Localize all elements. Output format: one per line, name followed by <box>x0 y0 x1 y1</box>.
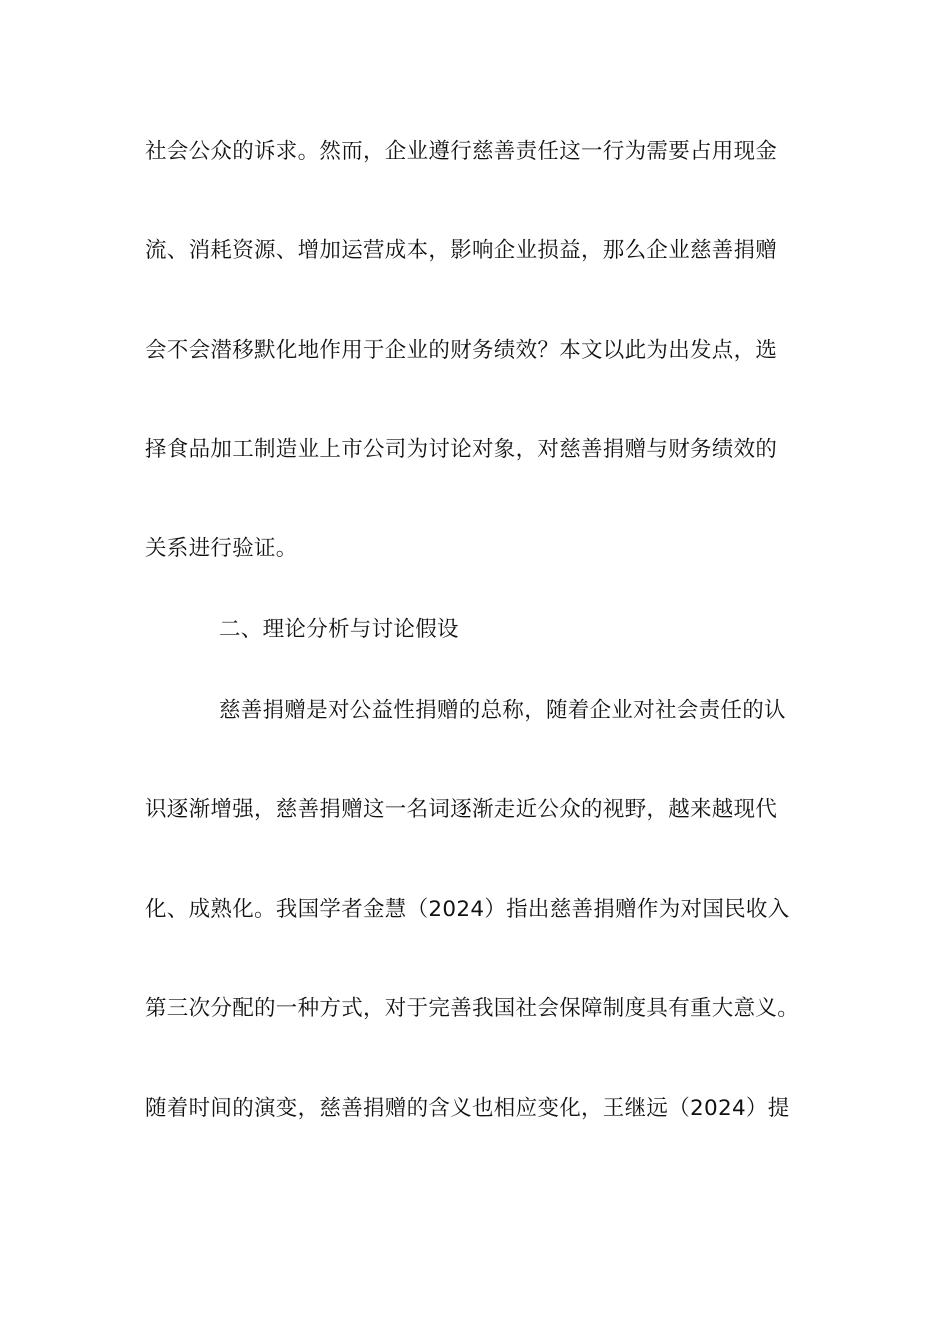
text-line: 识逐渐增强，慈善捐赠这一名词逐渐走近公众的视野，越来越现代 <box>145 797 778 822</box>
text-line: 流、消耗资源、增加运营成本，影响企业损益，那么企业慈善捐赠 <box>145 238 778 263</box>
text-line: 会不会潜移默化地作用于企业的财务绩效？本文以此为出发点，选 <box>145 338 778 363</box>
text-line: 随着时间的演变，慈善捐赠的含义也相应变化，王继远（2024）提 <box>145 1096 790 1121</box>
section-heading: 二、理论分析与讨论假设 <box>219 617 459 642</box>
text-line: 关系进行验证。 <box>145 536 298 561</box>
paragraph-first-line: 慈善捐赠是对公益性捐赠的总称，随着企业对社会责任的认 <box>219 698 786 723</box>
text-line: 社会公众的诉求。然而，企业遵行慈善责任这一行为需要占用现金 <box>145 139 778 164</box>
text-line: 第三次分配的一种方式，对于完善我国社会保障制度具有重大意义。 <box>145 996 800 1021</box>
text-line: 化、成熟化。我国学者金慧（2024）指出慈善捐赠作为对国民收入 <box>145 897 790 922</box>
text-line: 择食品加工制造业上市公司为讨论对象，对慈善捐赠与财务绩效的 <box>145 437 778 462</box>
